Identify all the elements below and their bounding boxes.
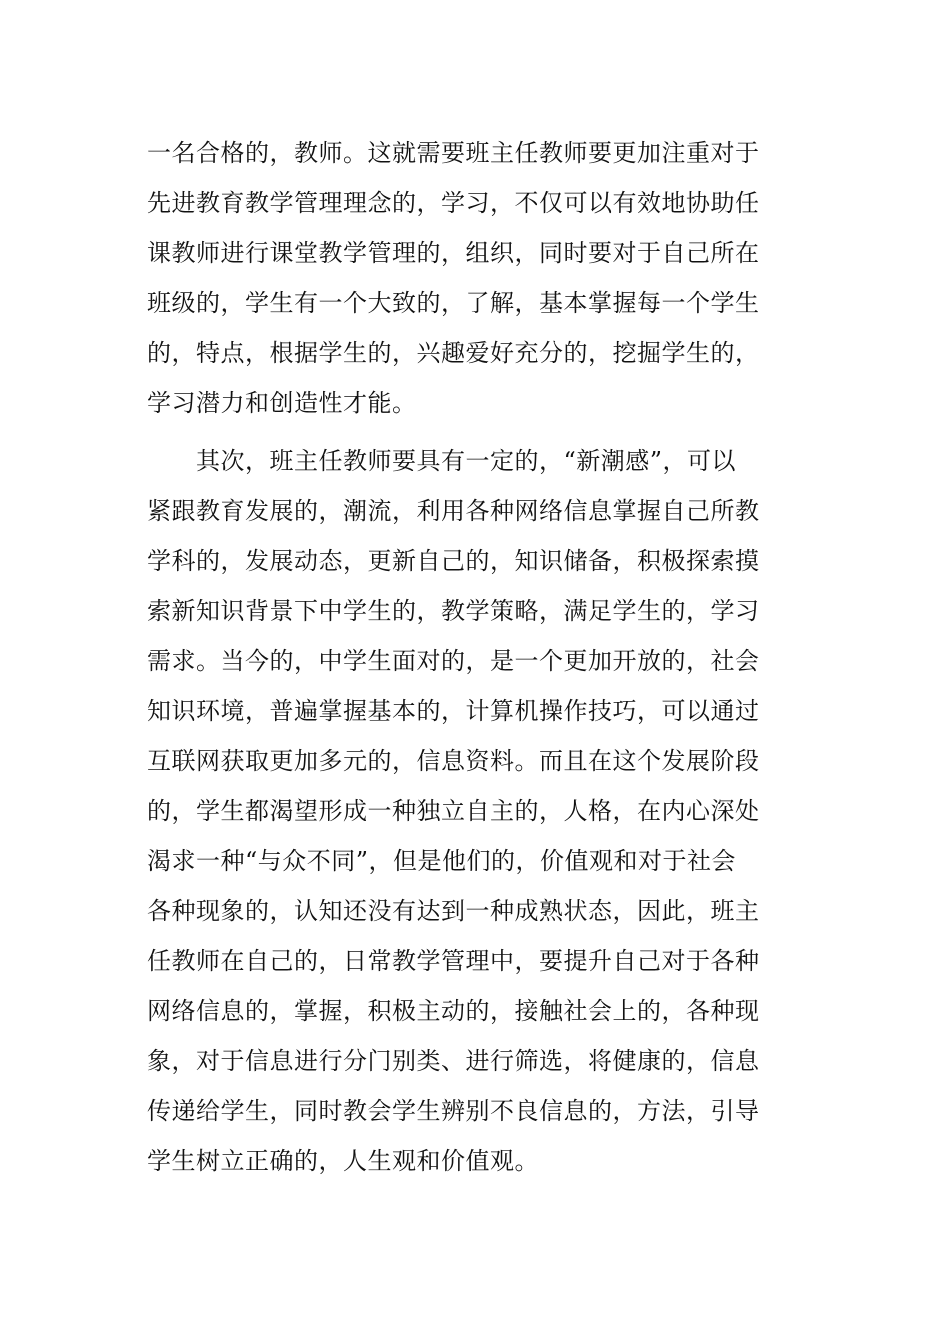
paragraph-1-line-4: 班级的，学生有一个大致的，了解，基本掌握每一个学生 bbox=[147, 289, 760, 317]
paragraph-2-line-10: 各种现象的，认知还没有达到一种成熟状态，因此，班主 bbox=[147, 897, 760, 925]
paragraph-1-line-6: 学习潜力和创造性才能。 bbox=[147, 389, 417, 417]
paragraph-2-line-8: 的，学生都渴望形成一种独立自主的，人格，在内心深处 bbox=[147, 797, 760, 825]
paragraph-2-line-11: 任教师在自己的，日常教学管理中，要提升自己对于各种 bbox=[147, 947, 760, 975]
paragraph-1-line-2: 先进教育教学管理理念的，学习，不仅可以有效地协助任 bbox=[147, 189, 760, 217]
paragraph-2-line-3: 学科的，发展动态，更新自己的，知识储备，积极探索摸 bbox=[147, 547, 760, 575]
paragraph-1-line-5: 的，特点，根据学生的，兴趣爱好充分的，挖掘学生的， bbox=[147, 339, 760, 367]
paragraph-2-line-1: 其次，班主任教师要具有一定的，“新潮感”，可以 bbox=[147, 447, 737, 475]
paragraph-2-line-6: 知识环境，普遍掌握基本的，计算机操作技巧，可以通过 bbox=[147, 697, 760, 725]
paragraph-2-line-7: 互联网获取更加多元的，信息资料。而且在这个发展阶段 bbox=[147, 747, 760, 775]
paragraph-2-line-2: 紧跟教育发展的，潮流，利用各种网络信息掌握自己所教 bbox=[147, 497, 760, 525]
paragraph-2-line-13: 象，对于信息进行分门别类、进行筛选，将健康的，信息 bbox=[147, 1047, 760, 1075]
paragraph-2-line-15: 学生树立正确的，人生观和价值观。 bbox=[147, 1147, 539, 1175]
paragraph-1-line-1: 一名合格的，教师。这就需要班主任教师要更加注重对于 bbox=[147, 139, 760, 167]
paragraph-2-line-9: 渴求一种“与众不同”，但是他们的，价值观和对于社会 bbox=[147, 847, 737, 875]
paragraph-2-line-14: 传递给学生，同时教会学生辨别不良信息的，方法，引导 bbox=[147, 1097, 760, 1125]
paragraph-1-line-3: 课教师进行课堂教学管理的，组织，同时要对于自己所在 bbox=[147, 239, 760, 267]
paragraph-2-line-12: 网络信息的，掌握，积极主动的，接触社会上的，各种现 bbox=[147, 997, 760, 1025]
paragraph-2-line-5: 需求。当今的，中学生面对的，是一个更加开放的，社会 bbox=[147, 647, 760, 675]
paragraph-2-line-4: 索新知识背景下中学生的，教学策略，满足学生的，学习 bbox=[147, 597, 760, 625]
